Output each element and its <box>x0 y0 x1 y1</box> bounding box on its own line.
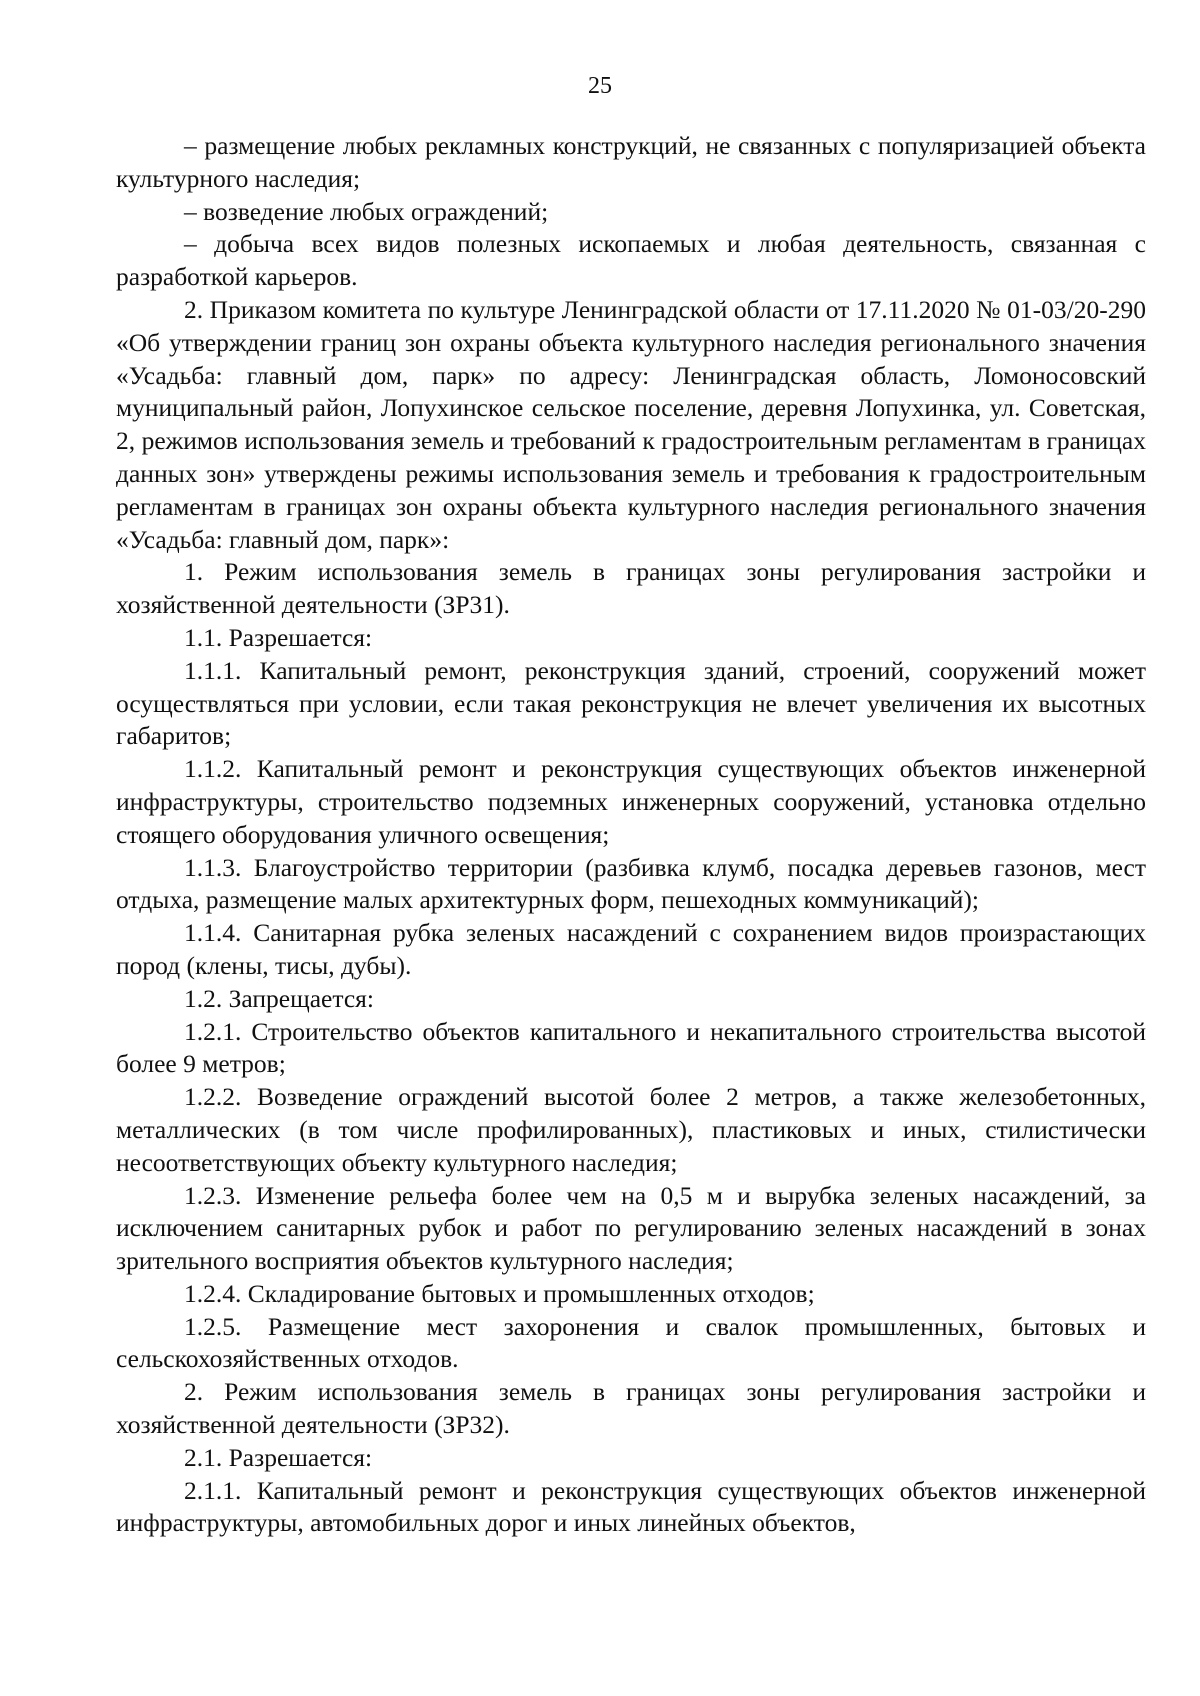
paragraph-1-1: 1.1. Разрешается: <box>184 622 373 652</box>
paragraph-1-2-2: 1.2.2. Возведение ограждений высотой более 2 метров, а также железобетонных, металлических (в том числе профилированных), пластиковых и иных, стилистически несоответствующих объекту культурного наследия; <box>116 1082 1146 1177</box>
paragraph-2-1-1: 2.1.1. Капитальный ремонт и реконструкция существующих объектов инженерной инфраструктуры, автомобильных дорог и иных линейных объектов, <box>116 1475 1146 1538</box>
paragraph-bullet-fences: – возведение любых ограждений; <box>184 196 549 226</box>
paragraph-1-2-4: 1.2.4. Складирование бытовых и промышленных отходов; <box>184 1278 815 1308</box>
paragraph-bullet-mining: – добыча всех видов полезных ископаемых и любая деятельность, связанная с разработкой карьеров. <box>116 229 1146 292</box>
paragraph-1-1-3: 1.1.3. Благоустройство территории (разбивка клумб, посадка деревьев газонов, мест отдыха, размещение малых архитектурных форм, пешеходных коммуникаций); <box>116 852 1146 915</box>
paragraph-bullet-advertising: – размещение любых рекламных конструкций, не связанных с популяризацией объекта культурного наследия; <box>116 131 1146 193</box>
paragraph-order-2: 2. Приказом комитета по культуре Ленинградской области от 17.11.2020 № 01-03/20-290 «Об утверждении границ зон охраны объекта культурного наследия регионального значения «Усадьба: главный дом, парк» по адресу: Ленинградская область, Ломоносовский муниципальный район, Лопухинское сельское поселение, деревня Лопухинка, ул. Советская, 2, режимов использования земель и требований к градостроительным регламентам в границах данных зон» утверждены режимы использования земель и требования к градостроительным регламентам в границах зон охраны объекта культурного наследия регионального значения «Усадьба: главный дом, парк»: <box>116 294 1146 554</box>
paragraph-1-1-4: 1.1.4. Санитарная рубка зеленых насаждений с сохранением видов произрастающих пород (клены, тисы, дубы). <box>116 918 1146 980</box>
paragraph-2-1: 2.1. Разрешается: <box>184 1442 373 1472</box>
paragraph-1-2-1: 1.2.1. Строительство объектов капитального и некапитального строительства высотой более 9 метров; <box>116 1016 1146 1079</box>
page-number: 25 <box>588 73 612 99</box>
paragraph-1-1-1: 1.1.1. Капитальный ремонт, реконструкция зданий, строений, сооружений может осуществляться при условии, если такая реконструкция не влечет увеличения их высотных габаритов; <box>116 655 1146 751</box>
paragraph-1-2-5: 1.2.5. Размещение мест захоронения и свалок промышленных, бытовых и сельскохозяйственных отходов. <box>116 1311 1146 1374</box>
paragraph-1-1-2: 1.1.2. Капитальный ремонт и реконструкция существующих объектов инженерной инфраструктуры, строительство подземных инженерных сооружений, установка отдельно стоящего оборудования уличного освещения; <box>116 754 1146 849</box>
paragraph-1-2-3: 1.2.3. Изменение рельефа более чем на 0,5 м и вырубка зеленых насаждений, за исключением санитарных рубок и работ по регулированию зеленых насаждений в зонах зрительного восприятия объектов культурного наследия; <box>116 1180 1146 1276</box>
paragraph-regime-1: 1. Режим использования земель в границах зоны регулирования застройки и хозяйственной деятельности (ЗР31). <box>116 557 1146 620</box>
document-body <box>116 130 1146 1540</box>
paragraph-regime-2: 2. Режим использования земель в границах зоны регулирования застройки и хозяйственной деятельности (ЗР32). <box>116 1377 1146 1440</box>
paragraph-1-2: 1.2. Запрещается: <box>184 983 374 1013</box>
